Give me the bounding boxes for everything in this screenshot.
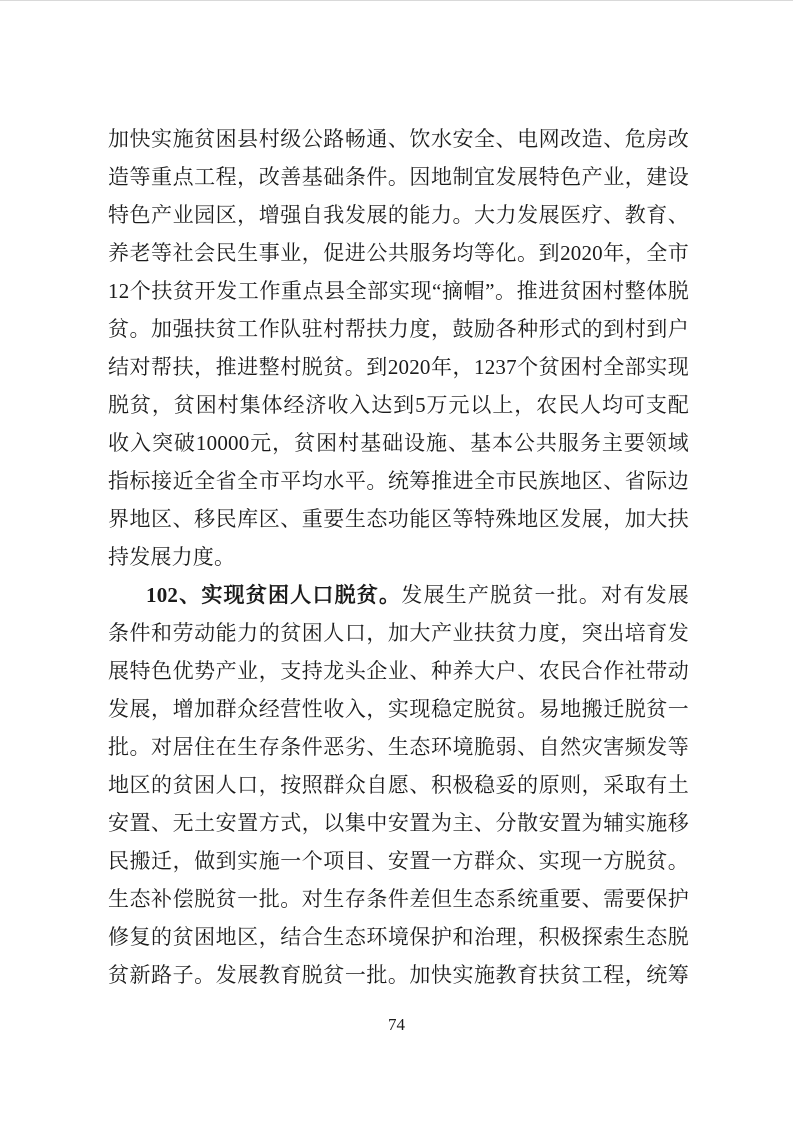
paragraph-text: 加快实施贫困县村级公路畅通、饮水安全、电网改造、危房改: [108, 127, 689, 151]
paragraph-text: 贫。加强扶贫工作队驻村帮扶力度，鼓励各种形式的到村到户: [108, 317, 689, 341]
document-line: [108, 538, 689, 576]
document-line: [108, 728, 689, 766]
paragraph-text: 特色产业园区，增强自我发展的能力。大力发展医疗、教育、: [108, 203, 689, 227]
document-line: [108, 880, 689, 918]
document-line: [108, 956, 689, 994]
paragraph-text: 发展，增加群众经营性收入，实现稳定脱贫。易地搬迁脱贫一: [108, 697, 689, 721]
document-line: [108, 804, 689, 842]
document-line: [108, 842, 689, 880]
page-number: 74: [388, 1015, 405, 1034]
paragraph-text: 修复的贫困地区，结合生态环境保护和治理，积极探索生态脱: [108, 925, 689, 949]
paragraph-text: 脱贫，贫困村集体经济收入达到5万元以上，农民人均可支配: [108, 393, 689, 417]
paragraph-text: 收入突破10000元，贫困村基础设施、基本公共服务主要领域: [108, 431, 689, 455]
document-line: [108, 310, 689, 348]
paragraph-heading-text: 102、实现贫困人口脱贫。: [146, 583, 402, 607]
document-line: [108, 386, 689, 424]
document-line: [108, 234, 689, 272]
document-line: [108, 272, 689, 310]
paragraph-text: 批。对居住在生存条件恶劣、生态环境脆弱、自然灾害频发等: [108, 735, 689, 759]
document-line: [108, 158, 689, 196]
paragraph-text: 12个扶贫开发工作重点县全部实现“摘帽”。推进贫困村整体脱: [108, 279, 689, 303]
paragraph-text: 发展生产脱贫一批。对有发展: [401, 583, 689, 607]
paragraph-text: 展特色优势产业，支持龙头企业、种养大户、农民合作社带动: [108, 659, 689, 683]
paragraph-text: 条件和劳动能力的贫困人口，加大产业扶贫力度，突出培育发: [108, 621, 689, 645]
paragraph-text: 指标接近全省全市平均水平。统筹推进全市民族地区、省际边: [108, 469, 689, 493]
document-line: [108, 462, 689, 500]
document-body: [108, 120, 689, 994]
paragraph-text: 造等重点工程，改善基础条件。因地制宜发展特色产业，建设: [108, 165, 689, 189]
document-line: [108, 348, 689, 386]
document-line: [108, 576, 689, 614]
document-line: [108, 614, 689, 652]
document-line: [108, 652, 689, 690]
paragraph-text: 生态补偿脱贫一批。对生存条件差但生态系统重要、需要保护: [108, 887, 689, 911]
document-line: [108, 918, 689, 956]
paragraph-text: 地区的贫困人口，按照群众自愿、积极稳妥的原则，采取有土: [108, 773, 689, 797]
paragraph-text: 民搬迁，做到实施一个项目、安置一方群众、实现一方脱贫。: [108, 849, 689, 873]
paragraph-text: 养老等社会民生事业，促进公共服务均等化。到2020年，全市: [108, 241, 689, 265]
document-line: [108, 120, 689, 158]
paragraph-text: 持发展力度。: [108, 545, 236, 569]
document-line: [108, 766, 689, 804]
document-line: [108, 424, 689, 462]
document-line: [108, 196, 689, 234]
document-line: [108, 690, 689, 728]
paragraph-text: 安置、无土安置方式，以集中安置为主、分散安置为辅实施移: [108, 811, 689, 835]
paragraph-text: 界地区、移民库区、重要生态功能区等特殊地区发展，加大扶: [108, 507, 689, 531]
paragraph-text: 结对帮扶，推进整村脱贫。到2020年，1237个贫困村全部实现: [108, 355, 689, 379]
paragraph-text: 贫新路子。发展教育脱贫一批。加快实施教育扶贫工程，统筹: [108, 963, 689, 987]
document-line: [108, 500, 689, 538]
